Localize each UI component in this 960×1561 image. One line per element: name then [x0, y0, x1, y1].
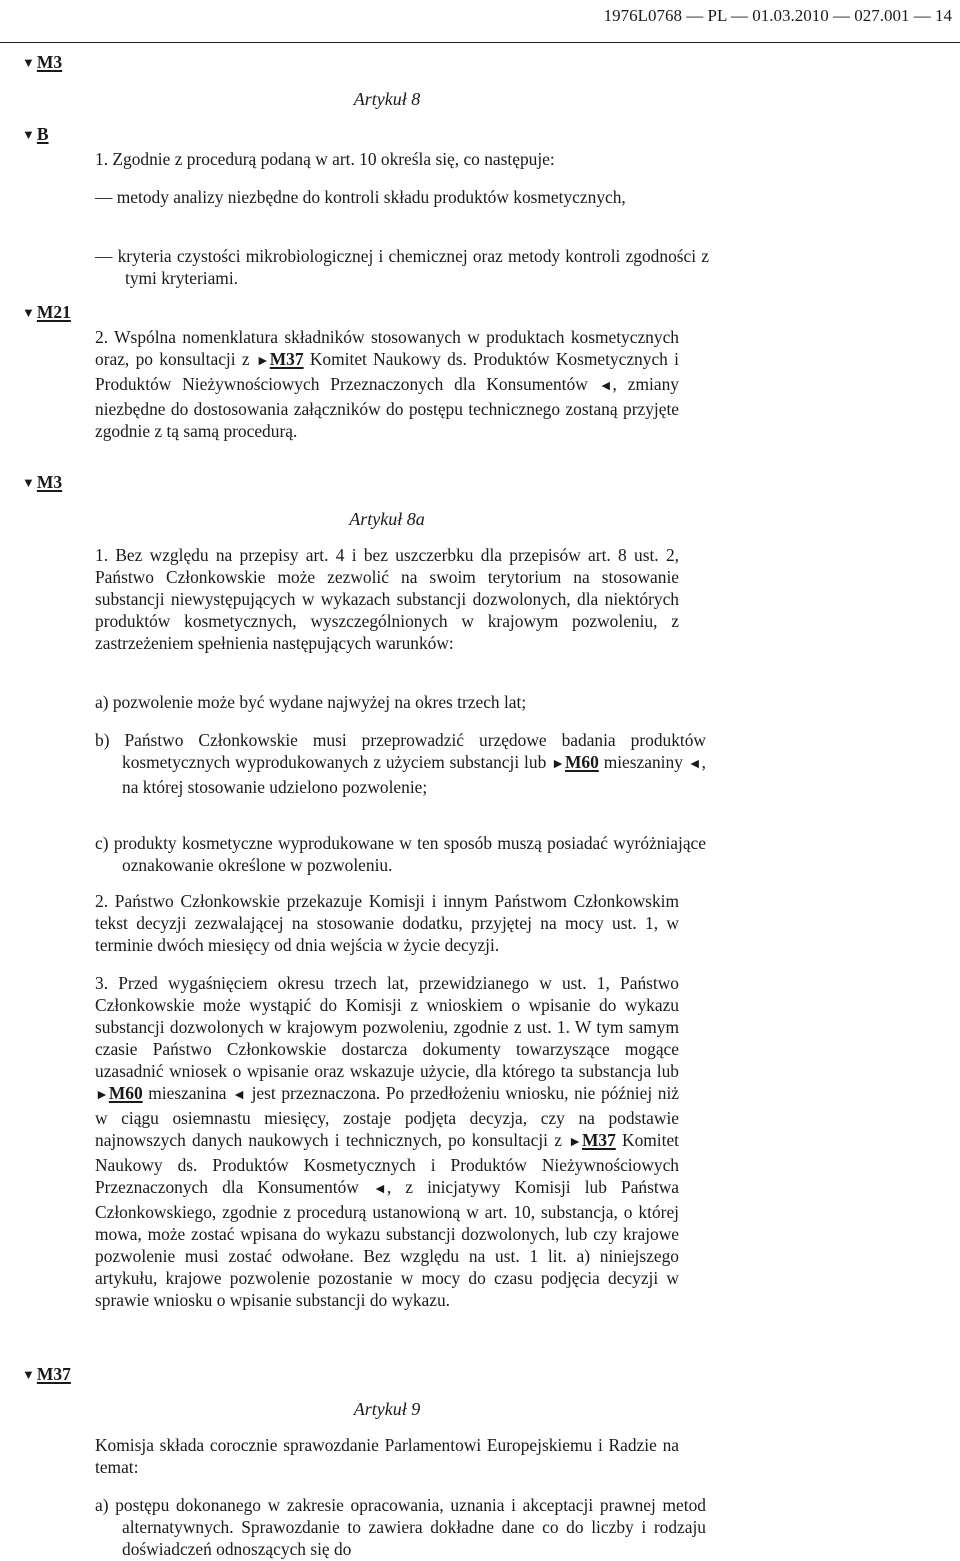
article-8-paragraph-2: 2. Wspólna nomenklatura składników stosowanych w produktach kosmetycznych oraz, po konsultacji z ►M37 Komitet Naukowy ds. Produktów Kosmetycznych i Produktów Nieżywnościowych Przeznaczonych dla Konsumentów ◄, zmiany niezbędne do dostosowania załączników do postępu technicznego zostaną przyjęte zgodnie z tą samą procedurą. [95, 327, 679, 441]
article-8-title: Artykuł 8 [353, 89, 421, 109]
arrow-right-icon: ► [255, 354, 270, 369]
triangle-down-icon: ▼ [22, 55, 35, 70]
amendment-marker-b: ▼ B [22, 124, 49, 144]
arrow-right-icon: ► [551, 757, 565, 772]
triangle-down-icon: ▼ [22, 305, 35, 320]
article-8a-paragraph-2: 2. Państwo Członkowskie przekazuje Komisji i innym Państwom Członkowskim tekst decyzji zezwalającej na stosowanie dodatku, przyjętej na mocy ust. 1, w terminie dwóch miesięcy od dnia wejścia w życie decyzji. [95, 891, 679, 955]
amendment-marker-m3-top: ▼ M3 [22, 52, 63, 72]
article-9-paragraph-1: Komisja składa corocznie sprawozdanie Parlamentowi Europejskiemu i Radzie na temat: [95, 1435, 679, 1477]
arrow-right-icon: ► [568, 1135, 582, 1150]
triangle-down-icon: ▼ [22, 127, 35, 142]
article-9-title: Artykuł 9 [353, 1399, 421, 1419]
amendment-reference: M37 [269, 349, 304, 369]
triangle-down-icon: ▼ [22, 475, 35, 490]
arrow-left-icon: ◄ [687, 757, 702, 772]
arrow-left-icon: ◄ [372, 1182, 387, 1197]
amendment-reference: M60 [565, 752, 599, 772]
article-8a-paragraph-3: 3. Przed wygaśnięciem okresu trzech lat, przewidzianego w ust. 1, Państwo Członkowskie może wystąpić do Komisji z wnioskiem o wpisanie do wykazu substancji dozwolonych w krajowym pozwoleniu, zgodnie z ust. 1. W tym samym czasie Państwo Członkowskie dostarcza dokumenty towarzyszące mogące uzasadnić wniosek o wpisanie oraz wskazuje użycie, dla którego ta substancja lub ►M60 mieszanina ◄ jest przeznaczona. Po przedłożeniu wniosku, nie później niż w ciągu osiemnastu miesięcy, zostaje podjęta decyzja, czy na podstawie najnowszych danych naukowych i technicznych, po konsultacji z ►M37 Komitet Naukowy ds. Produktów Kosmetycznych i Produktów Nieżywnościowych Przeznaczonych dla Konsumentów ◄, z inicjatywy Komisji lub Państwa Członkowskiego, zgodnie z procedurą ustanowioną w art. 10, substancja, o której mowa, może zostać wpisana do wykazu substancji dozwolonych, lub czy krajowe pozwolenie musi zostać odwołane. Bez względu na ust. 1 lit. a) niniejszego artykułu, krajowe pozwolenie pozostanie w mocy do czasu podjęcia decyzji w sprawie wniosku o wpisanie substancji do wykazu. [95, 973, 680, 1310]
amendment-reference: M60 [108, 1083, 143, 1103]
article-8-indent-1: — metody analizy niezbędne do kontroli składu produktów kosmetycznych, [95, 187, 626, 207]
article-8a-point-b: b) Państwo Członkowskie musi przeprowadzić urzędowe badania produktów kosmetycznych wyprodukowanych z użyciem substancji lub ►M60 mieszaniny ◄, na której stosowanie udzielono pozwolenie; [95, 730, 706, 797]
article-9-point-a: a) postępu dokonanego w zakresie opracowania, uznania i akceptacji prawnej metod alternatywnych. Sprawozdanie to zawiera dokładne dane co do liczby i rodzaju doświadczeń odnoszących się do [95, 1495, 706, 1559]
document-reference: 1976L0768 — PL — 01.03.2010 — 027.001 — 14 [603, 6, 952, 25]
arrow-left-icon: ◄ [598, 379, 613, 394]
article-8a-point-a: a) pozwolenie może być wydane najwyżej na okres trzech lat; [95, 692, 527, 712]
arrow-right-icon: ► [95, 1088, 109, 1103]
article-8-indent-2: — kryteria czystości mikrobiologicznej i chemicznej oraz metody kontroli zgodności z tymi kryteriami. [95, 246, 709, 288]
amendment-marker-m21: ▼ M21 [22, 302, 71, 322]
running-header [0, 0, 960, 43]
article-8-paragraph-1: 1. Zgodnie z procedurą podaną w art. 10 określa się, co następuje: [95, 149, 555, 169]
triangle-down-icon: ▼ [22, 1367, 35, 1382]
article-8a-point-c: c) produkty kosmetyczne wyprodukowane w ten sposób muszą posiadać wyróżniające oznakowanie określone w pozwoleniu. [95, 833, 706, 875]
article-8a-paragraph-1: 1. Bez względu na przepisy art. 4 i bez uszczerbku dla przepisów art. 8 ust. 2, Państwo Członkowskie może zezwolić na swoim terytorium na stosowanie substancji niewystępujących w wykazach substancji dozwolonych, dla niektórych produktów kosmetycznych, wyszczególnionych w krajowym pozwoleniu, z zastrzeżeniem spełnienia następujących warunków: [95, 545, 679, 653]
article-8a-title: Artykuł 8a [349, 509, 425, 529]
amendment-marker-m37: ▼ M37 [22, 1364, 71, 1384]
arrow-left-icon: ◄ [232, 1088, 246, 1103]
amendment-marker-m3: ▼ M3 [22, 472, 63, 492]
amendment-reference: M37 [582, 1130, 616, 1150]
